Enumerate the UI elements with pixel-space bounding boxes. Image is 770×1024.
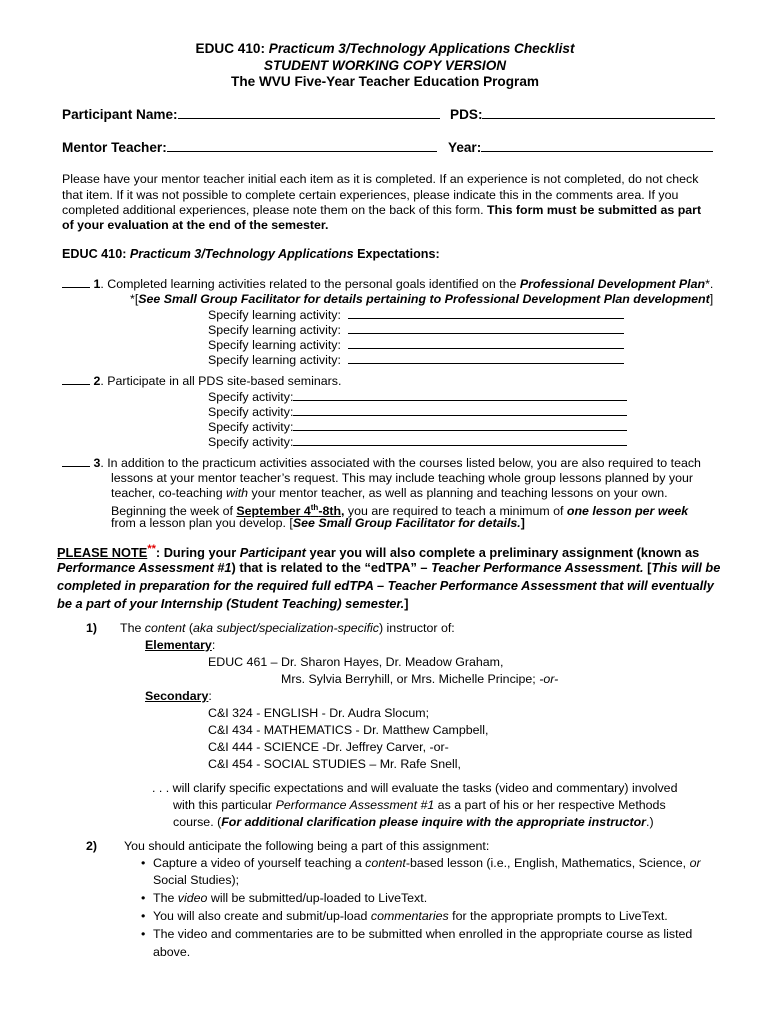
text-italic: content	[144, 621, 186, 635]
item-1-note-text: See Small Group Facilitator for details pertaining to Professional Development Plan development	[138, 292, 710, 306]
text: as a part of his or her respective Methods	[434, 798, 666, 812]
bullet-icon: •	[141, 927, 146, 941]
checklist-item-3	[62, 455, 701, 471]
text-end: ]	[520, 516, 525, 530]
specify-activity-input-1[interactable]	[293, 388, 627, 401]
section-1-number: 1)	[86, 621, 98, 635]
participant-name-field	[62, 106, 440, 122]
bullet-item-4-line-2: above.	[153, 945, 191, 959]
text-italic: video	[177, 891, 208, 905]
lesson-requirement: one lesson per week	[566, 504, 689, 518]
specify-activity-input-4[interactable]	[293, 433, 627, 446]
bullet-item-3	[141, 908, 668, 924]
please-note-label: PLEASE NOTE	[57, 545, 148, 560]
item-3-line-5	[111, 515, 525, 531]
specify-label: Specify learning activity:	[208, 353, 341, 367]
text: The video and commentaries are to be submitted when enrolled in the appropriate course as listed	[153, 927, 693, 941]
note-prefix: *[	[130, 292, 139, 306]
text-italic: be a part of your Internship (Student Teaching) semester.	[57, 596, 405, 611]
specify-learning-activity-input-4[interactable]	[348, 351, 624, 364]
elementary-line-1: EDUC 461 – Dr. Sharon Hayes, Dr. Meadow Graham,	[208, 655, 504, 669]
bullet-item-1-line-2: Social Studies);	[153, 873, 240, 887]
bullet-icon: •	[141, 856, 146, 870]
elementary-label: Elementary	[145, 638, 212, 652]
item-1-note	[130, 291, 713, 307]
specify-learning-activity-input-2[interactable]	[348, 321, 624, 334]
text-italic: or	[689, 856, 701, 870]
instructions-line-3	[62, 202, 701, 218]
heading-title: Practicum 3/Technology Applications	[129, 247, 354, 261]
specify-label: Specify learning activity:	[208, 338, 341, 352]
pds-field	[450, 106, 715, 122]
year-field	[448, 139, 713, 155]
text-italic: commentaries	[370, 909, 449, 923]
please-note-line-2	[57, 559, 720, 577]
clarify-line-2	[173, 797, 666, 813]
elementary-heading: Elementary:	[145, 638, 216, 652]
text: Beginning the week of	[111, 504, 237, 518]
elementary-line-2	[281, 671, 558, 687]
text-italic: with	[226, 486, 249, 500]
text: You will also create and submit/up-load	[153, 909, 371, 923]
item-3-line-2: lessons at your mentor teacher’s request. This may include teaching whole group lessons planned by your	[111, 471, 694, 485]
bullet-item-4	[141, 926, 692, 942]
item-3-line-3	[111, 485, 668, 501]
item-2-number: 2	[93, 374, 101, 388]
text-italic: content	[365, 856, 406, 870]
note-suffix: ]	[709, 292, 714, 306]
participant-name-label: Participant Name:	[62, 107, 178, 122]
clarify-line-3	[173, 814, 654, 830]
text-italic: Teacher Performance Assessment.	[431, 560, 644, 575]
text: you are required to teach a minimum of	[344, 504, 567, 518]
text: ) that is related to the “edTPA” –	[231, 560, 432, 575]
instructions-line-1: Please have your mentor teacher initial each item as it is completed. If an experience is not completed, do not check	[62, 172, 699, 186]
secondary-course-4: C&I 454 - SOCIAL STUDIES – Mr. Rafe Snell,	[208, 757, 461, 771]
specify-label: Specify learning activity:	[208, 308, 341, 322]
secondary-course-3: C&I 444 - SCIENCE -Dr. Jeffrey Carver, -or-	[208, 740, 449, 754]
text: teacher, co-teaching	[111, 486, 227, 500]
text: -based lesson (i.e., English, Mathematics, Science,	[405, 856, 690, 870]
section-2-intro: You should anticipate the following being a part of this assignment:	[124, 839, 490, 853]
text: your mentor teacher, as well as planning and teaching lessons on your own.	[248, 486, 668, 500]
specify-label: Specify activity:	[208, 405, 294, 419]
checklist-title: Practicum 3/Technology Applications Checklist	[268, 41, 575, 56]
text: : During your	[155, 545, 240, 560]
text: from a lesson plan you develop. [	[111, 516, 293, 530]
bullet-item-2	[141, 890, 427, 906]
year-label: Year:	[448, 140, 482, 155]
document-subtitle: STUDENT WORKING COPY VERSION	[263, 58, 507, 73]
instructions-line-2: that item. If it was not possible to complete certain experiences, please indicate this in the comments area. If you	[62, 188, 679, 202]
text-italic: Performance Assessment #1	[57, 560, 232, 575]
item-2-text: . Participate in all PDS site-based seminars.	[100, 374, 342, 388]
text: for the appropriate prompts to LiveText.	[448, 909, 668, 923]
mentor-teacher-label: Mentor Teacher:	[62, 140, 167, 155]
specify-learning-activity-input-3[interactable]	[348, 336, 624, 349]
secondary-course-2: C&I 434 - MATHEMATICS - Dr. Matthew Campbell,	[208, 723, 489, 737]
item-1-initial-blank[interactable]	[62, 277, 90, 288]
item-3-number: 3	[93, 456, 101, 470]
text: [	[643, 560, 652, 575]
specify-label: Specify activity:	[208, 420, 294, 434]
specify-label: Specify activity:	[208, 435, 294, 449]
item-1-number: 1	[93, 277, 101, 291]
participant-name-input[interactable]	[178, 106, 440, 119]
text-emphasis: See Small Group Facilitator for details.	[292, 516, 521, 530]
text: will be submitted/up-loaded to LiveText.	[207, 891, 428, 905]
specify-label: Specify learning activity:	[208, 323, 341, 337]
text-end: .)	[646, 815, 654, 829]
heading-suffix: Expectations:	[353, 247, 440, 261]
text: (	[185, 621, 194, 635]
specify-label: Specify activity:	[208, 390, 294, 404]
text-italic: aka subject/specialization-specific	[193, 621, 379, 635]
year-input[interactable]	[481, 139, 713, 152]
mentor-teacher-input[interactable]	[167, 139, 437, 152]
mentor-teacher-field	[62, 139, 437, 155]
instructions-line-4: of your evaluation at the end of the semester.	[62, 218, 329, 232]
checklist-item-1	[62, 276, 713, 292]
instructions-emphasis: This form must be submitted as part	[486, 203, 702, 217]
item-3-line-1: . In addition to the practicum activities associated with the courses listed below, you are also required to teach	[100, 456, 701, 470]
text: Mrs. Sylvia Berryhill, or Mrs. Michelle Principe;	[281, 672, 540, 686]
section-2-number: 2)	[86, 839, 98, 853]
date-text-end: -8th,	[318, 504, 345, 518]
program-name: The WVU Five-Year Teacher Education Program	[231, 74, 539, 89]
expectations-heading	[62, 247, 440, 261]
item-2-specify-row-4	[208, 433, 627, 450]
text: Capture a video of yourself teaching a	[153, 856, 366, 870]
item-1-text: . Completed learning activities related to the personal goals identified on the	[100, 277, 520, 291]
document-title	[0, 41, 770, 56]
text: The	[120, 621, 145, 635]
item-1-emphasis: Professional Development Plan	[519, 277, 706, 291]
text-end: ]	[404, 596, 409, 611]
please-note-line-4	[57, 595, 409, 613]
course-code: EDUC 410:	[195, 41, 266, 56]
text: The	[153, 891, 178, 905]
please-note-line-3: completed in preparation for the required full edTPA – Teacher Performance Assessment that will eventually	[57, 578, 714, 593]
bullet-icon: •	[141, 891, 146, 905]
date-text: September 4	[236, 504, 311, 518]
bullet-item-1	[141, 855, 701, 871]
text-italic: This will be	[651, 560, 721, 575]
bullet-icon: •	[141, 909, 146, 923]
text-emphasis: For additional clarification please inquire with the appropriate instructor	[221, 815, 646, 829]
secondary-course-1: C&I 324 - ENGLISH - Dr. Audra Slocum;	[208, 706, 430, 720]
asterisks: **	[147, 543, 156, 555]
secondary-heading: Secondary:	[145, 689, 212, 703]
item-2-initial-blank[interactable]	[62, 374, 90, 385]
pds-input[interactable]	[482, 106, 715, 119]
text: with this particular	[173, 798, 276, 812]
specify-learning-activity-input-1[interactable]	[348, 306, 624, 319]
checklist-item-2	[62, 373, 341, 389]
instructions-text: completed additional experiences, please note them on the back of this form.	[62, 203, 487, 217]
text-italic: Performance Assessment #1	[275, 798, 435, 812]
text: course. (	[173, 815, 222, 829]
item-1-specify-row-4	[208, 351, 624, 368]
text: year you will also complete a preliminary assignment (known as	[305, 545, 700, 560]
clarify-line-1: . . . will clarify specific expectations and will evaluate the tasks (video and commentary) involved	[152, 781, 678, 795]
specify-activity-input-2[interactable]	[293, 403, 627, 416]
specify-activity-input-3[interactable]	[293, 418, 627, 431]
pds-label: PDS:	[450, 107, 483, 122]
secondary-label: Secondary	[145, 689, 209, 703]
date-superscript: th	[310, 503, 319, 512]
item-3-initial-blank[interactable]	[62, 456, 90, 467]
heading-course: EDUC 410:	[62, 247, 130, 261]
section-1-intro	[120, 620, 455, 636]
text: ) instructor of:	[378, 621, 455, 635]
item-1-end: *.	[705, 277, 714, 291]
text-italic: -or-	[539, 672, 559, 686]
text-italic: Participant	[239, 545, 306, 560]
